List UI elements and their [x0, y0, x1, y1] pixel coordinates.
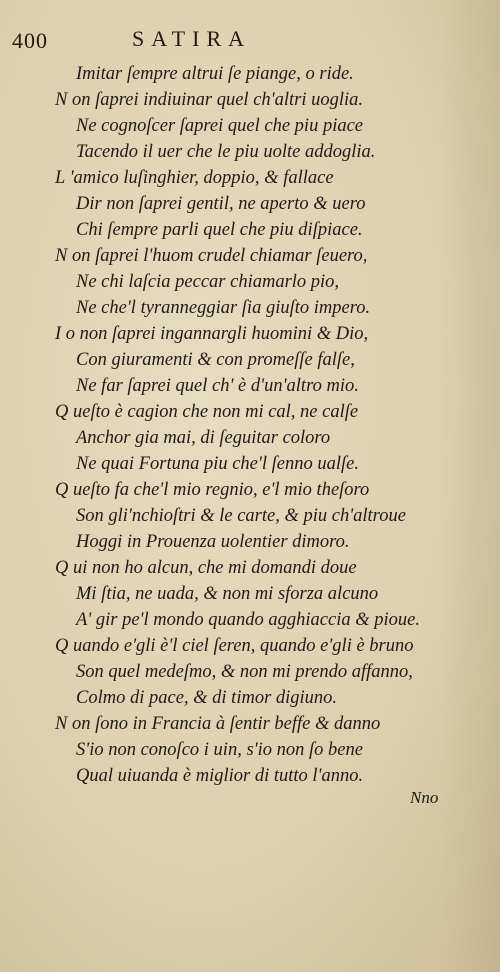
running-title: SATIRA	[132, 26, 252, 51]
verse-line: Q ueſto fa che'l mio regnio, e'l mio theſoro	[55, 480, 370, 500]
verse-line: Colmo di pace, & di timor digiuno.	[76, 688, 338, 708]
verse-line: N on ſaprei indiuinar quel ch'altri uoglia.	[55, 90, 364, 110]
verse-line: Qual uiuanda è miglior di tutto l'anno.	[76, 766, 364, 786]
verse-line: Dir non ſaprei gentil, ne aperto & uero	[76, 194, 366, 214]
catchword: Nno	[410, 788, 439, 807]
verse-line: Hoggi in Prouenza uolentier dimoro.	[76, 532, 350, 552]
verse-line: Q uando e'gli è'l ciel ſeren, quando e'gli è bruno	[55, 636, 414, 656]
verse-line: Ne far ſaprei quel ch' è d'un'altro mio.	[76, 376, 359, 396]
page-number: 400	[12, 28, 48, 53]
verse-line: I o non ſaprei ingannargli huomini & Dio,	[55, 324, 369, 344]
verse-line: Con giuramenti & con promeſſe falſe,	[76, 350, 355, 370]
verse-line: N on ſaprei l'huom crudel chiamar ſeuero,	[55, 246, 368, 266]
verse-line: Imitar ſempre altrui ſe piange, o ride.	[76, 64, 354, 84]
verse-line: Mi ſtia, ne uada, & non mi sforza alcuno	[76, 584, 379, 604]
verse-line: Son quel medeſmo, & non mi prendo affanno,	[76, 662, 413, 682]
verse-line: Ne quai Fortuna piu che'l ſenno ualſe.	[76, 454, 359, 474]
verse-line: S'io non conoſco i uin, s'io non ſo bene	[76, 740, 363, 760]
verse-line: Chi ſempre parli quel che piu diſpiace.	[76, 220, 363, 240]
verse-line: Ne che'l tyranneggiar ſia giuſto impero.	[76, 298, 371, 318]
verse-line: Q ui non ho alcun, che mi domandi doue	[55, 558, 357, 578]
facing-page-bleed	[440, 0, 500, 972]
verse-line: N on ſono in Francia à ſentir beffe & danno	[55, 714, 381, 734]
verse-line: Tacendo il uer che le piu uolte addoglia.	[76, 142, 376, 162]
verse-line: Son gli'nchioſtri & le carte, & piu ch'altroue	[76, 506, 406, 526]
verse-line: Anchor gia mai, di ſeguitar coloro	[76, 428, 331, 448]
verse-line: A' gir pe'l mondo quando agghiaccia & pioue.	[76, 610, 420, 630]
verse-line: Q ueſto è cagion che non mi cal, ne calſe	[55, 402, 359, 422]
verse-line: L 'amico luſinghier, doppio, & fallace	[55, 168, 334, 188]
verse-line: Ne cognoſcer ſaprei quel che piu piace	[76, 116, 364, 136]
verse-line: Ne chi laſcia peccar chiamarlo pio,	[76, 272, 340, 292]
